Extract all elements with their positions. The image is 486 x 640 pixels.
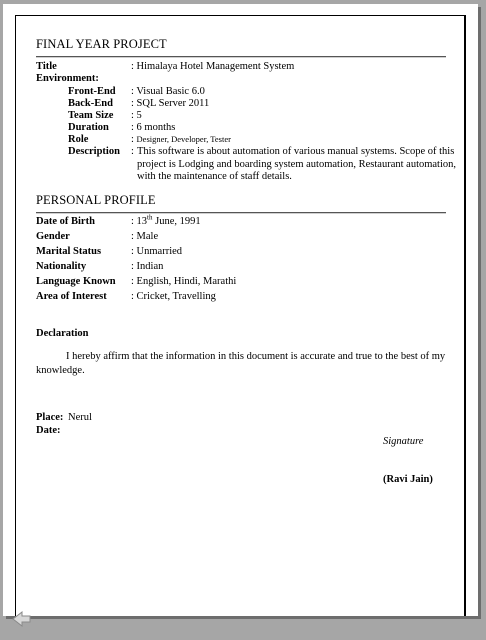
description-value: This software is about automation of various manual systems. Scope of this project is Lodging and boarding system automation, Restaurant automation, with the maintenance of staff details. [137,146,457,182]
nationality-value: : Indian [131,261,164,272]
signature-label: Signature [383,436,424,447]
date-label: Date: [36,425,61,436]
duration-label: Duration [68,122,109,133]
declaration-text: I hereby affirm that the information in this document is accurate and true to the best of my knowledge. [36,351,446,376]
marital-status-label: Marital Status [36,246,102,257]
description-label: Description [68,146,120,157]
profile-divider [36,212,446,214]
project-heading: FINAL YEAR PROJECT [36,37,167,51]
title-value: : Himalaya Hotel Management System [131,61,295,72]
title-label: Title [36,61,57,72]
dob-value: : 13th June, 1991 [131,213,201,227]
backend-value: : SQL Server 2011 [131,98,210,109]
frontend-label: Front-End [68,86,116,97]
marital-status-value: : Unmarried [131,246,183,257]
role-label: Role [68,134,89,145]
nationality-label: Nationality [36,261,87,272]
gender-value: : Male [131,231,159,242]
dob-label: Date of Birth [36,216,95,227]
gender-label: Gender [36,231,70,242]
frontend-value: : Visual Basic 6.0 [131,86,205,97]
place-value: Nerul [68,412,92,423]
language-label: Language Known [36,276,116,287]
place-label: Place: [36,412,64,423]
document-page [3,4,478,616]
team-size-label: Team Size [68,110,114,121]
language-value: : English, Hindi, Marathi [131,276,237,287]
back-arrow-icon[interactable] [10,610,32,628]
declaration-heading: Declaration [36,328,89,339]
profile-heading: PERSONAL PROFILE [36,193,156,207]
interest-label: Area of Interest [36,291,107,302]
backend-label: Back-End [68,98,113,109]
project-divider [36,56,446,58]
environment-label: Environment: [36,73,99,84]
description-colon: : [131,146,134,157]
duration-value: : 6 months [131,122,176,133]
role-value: : Designer, Developer, Tester [131,134,231,145]
interest-value: : Cricket, Travelling [131,291,216,302]
team-size-value: : 5 [131,110,142,121]
signatory-name: (Ravi Jain) [383,474,433,485]
